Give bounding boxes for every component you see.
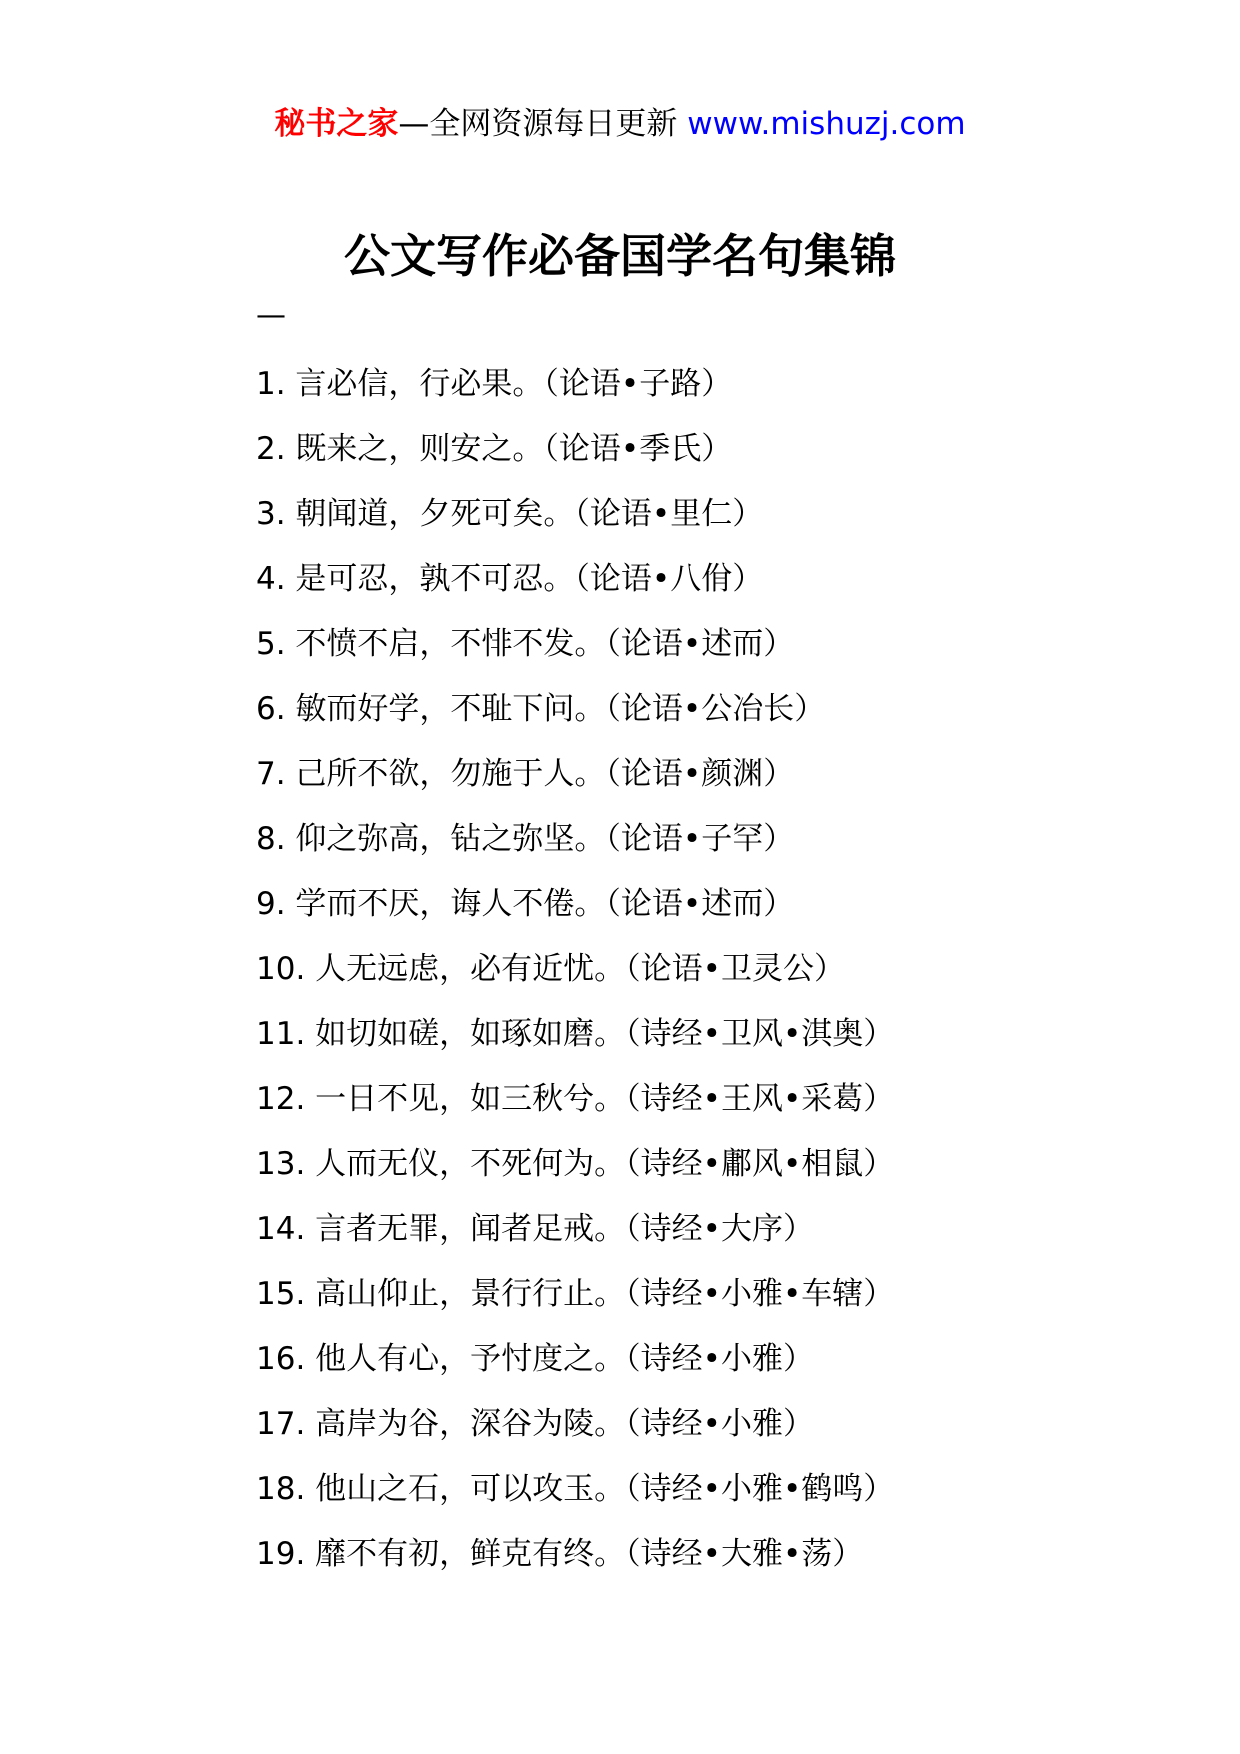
quote-item: 8. 仰之弥高，钻之弥坚。（论语•子罕） [256, 821, 795, 857]
quote-item: 17. 高岸为谷，深谷为陵。（诗经•小雅） [256, 1406, 814, 1442]
quote-item: 6. 敏而好学，不耻下问。（论语•公冶长） [256, 691, 826, 727]
header-tagline: —全网资源每日更新 [398, 106, 678, 142]
quote-item: 19. 靡不有初，鲜克有终。（诗经•大雅•荡） [256, 1536, 864, 1572]
quote-item: 14. 言者无罪，闻者足戒。（诗经•大序） [256, 1211, 814, 1247]
quote-item: 10. 人无远虑，必有近忧。（论语•卫灵公） [256, 951, 845, 987]
site-url-link[interactable]: www.mishuzj.com [687, 106, 966, 142]
quote-item: 3. 朝闻道，夕死可矣。（论语•里仁） [256, 496, 764, 532]
quote-list [256, 360, 894, 1595]
document-title: 公文写作必备国学名句集锦 [344, 229, 896, 283]
quote-item: 12. 一日不见，如三秋兮。（诗经•王风•采葛） [256, 1081, 895, 1117]
brand-name: 秘书之家 [274, 106, 399, 142]
quote-item: 15. 高山仰止，景行行止。（诗经•小雅•车辖） [256, 1276, 895, 1312]
quote-item: 5. 不愤不启，不悱不发。（论语•述而） [256, 626, 795, 662]
quote-item: 7. 己所不欲，勿施于人。（论语•颜渊） [256, 756, 795, 792]
quote-item: 4. 是可忍，孰不可忍。（论语•八佾） [256, 561, 764, 597]
quote-item: 9. 学而不厌，诲人不倦。（论语•述而） [256, 886, 795, 922]
quote-item: 13. 人而无仪，不死何为。（诗经•鄘风•相鼠） [256, 1146, 895, 1182]
dash-divider: — [256, 298, 286, 333]
quote-item: 18. 他山之石，可以攻玉。（诗经•小雅•鹤鸣） [256, 1471, 895, 1507]
site-header [0, 100, 1240, 148]
quote-item: 2. 既来之，则安之。（论语•季氏） [256, 431, 733, 467]
quote-item: 1. 言必信，行必果。（论语•子路） [256, 366, 733, 402]
quote-item: 16. 他人有心，予忖度之。（诗经•小雅） [256, 1341, 814, 1377]
quote-item: 11. 如切如磋，如琢如磨。（诗经•卫风•淇奥） [256, 1016, 895, 1052]
